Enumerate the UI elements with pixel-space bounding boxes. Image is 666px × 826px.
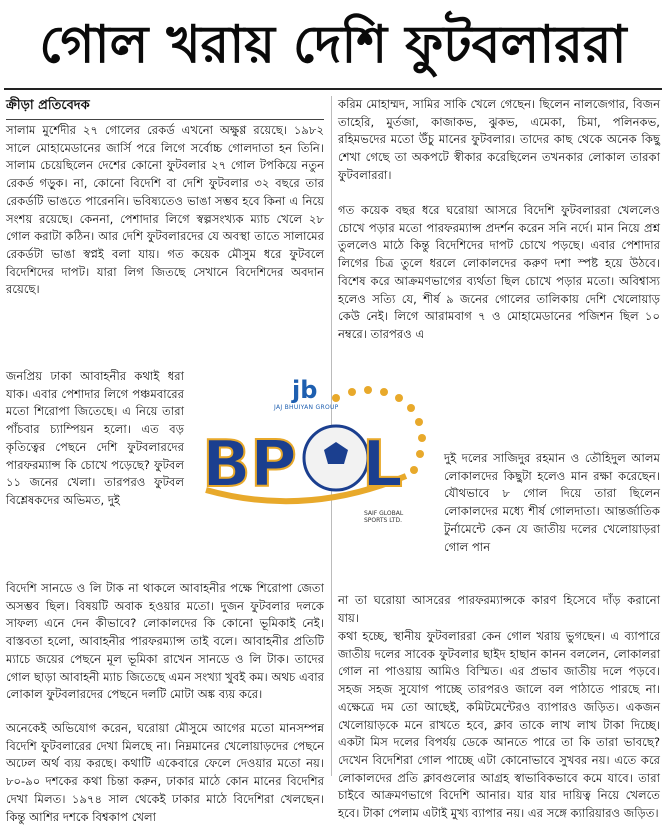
byline-rule [6, 119, 324, 120]
paragraph: কথা হচ্ছে, স্থানীয় ফুটবলাররা কেন গোল খরায় ভুগছেন। এ ব্যাপারে জাতীয় দলের সাবেক ফুটবলার ছাইদ হাছান কানন বললেন, লোকালরা গোল না পাওয়ায় আমিও বিস্মিত। এর প্রভাব জাতীয় দলে পড়বে। সহজ সহজ সুযোগ পাচ্ছে তারপরও জালে বল পাঠাতে পারছে না। এক্ষেত্রে দম তো আছেই, কমিটমেন্টেরও ব্যাপারও জড়িত। একজন খেলোয়াড়কে মনে রাখতে হবে, ক্লাব তাকে লাখ লাখ টাকা দিচ্ছে। একটা মিস দলের বিপর্যয় ডেকে আনতে পারে তা কি তারা ভাবছে? দেখেন বিদেশিরা গোল পাচ্ছে এটা কোনোভাবে সুখবর নয়। এতে করে লোকালদের প্রতি ক্লাবগুলোর আগ্রহ স্বাভাবিকভাবে কমে যাবে। তারা চাইবে আক্রমণভাগে বিদেশি আনার। যার যার দায়িত্ব নিয়ে খেলতে হবে। টাকা পেলাম এটাই মুখ্য ব্যাপার নয়। এর সঙ্গে ক্যারিয়ারও জড়িত। [338, 629, 660, 821]
paragraph: করিম মোহাম্মদ, সামির সাকি খেলে গেছেন। ছিলেন নালজেগার, বিজন তাহেরি, মুর্তজা, কাজাকভ, ঝুকভ, এমেকা, চিমা, পলিনকভ, রহিমভদের মতো উঁচু মানের ফুটবলার। তাদের কাছ থেকে অনেক কিছু শেখা গেছে তা অকপটে স্বীকার করেছিলেন তখনকার লোকাল তারকা ফুটবলাররা। [338, 97, 660, 182]
jb-logo-caption: JAJ BHUIYAN GROUP [274, 404, 339, 411]
paragraph: গত কয়েক বছর ধরে ঘরোয়া আসরে বিদেশি ফুটবলাররা খেললেও চোখে পড়ার মতো পারফরম্যান্স প্রদর্শন করেন সনি নর্দে। মান নিয়ে প্রশ্ন তুললেও মাঠে কিন্তু বিদেশিদের দাপট চোখে পড়ছে। এবার পেশাদার লিগের চিত্র তুলে ধরলে লোকালদের করুণ দশা স্পষ্ট হয়ে উঠবে। বিশেষ করে আক্রমণভাগের ব্যর্থতা ছিল চোখে পড়ার মতো। অবিশ্বাস্য হলেও সত্যি যে, শীর্ষ ৯ জনের গোলের তালিকায় দেশি খেলোয়াড় কেউ নেই। লিগে আরামবাগ ৭ ও মোহামেডানের পজিশন ছিল ১০ নম্বরে। তারপরও এ [338, 203, 660, 341]
svg-text:B: B [202, 428, 251, 502]
logo-caption: SAIF GLOBAL SPORTS LTD. [364, 510, 404, 524]
paragraph-wrap: জনপ্রিয় ঢাকা আবাহনীর কথাই ধরা যাক। এবার পেশাদার লিগে পঞ্চমবারের মতো শিরোপা জিতেছে। এ নিয়ে তারা পাঁচবার চ্যাম্পিয়ন হলো। এত বড় কৃতিত্বের পেছনে দেশি ফুটবলারদের পারফরম্যান্স কি চোখে পড়েছে? ফুটবল ১১ জনের খেলা। তারপরও ফুটবল বিশ্লেষকদের অভিমত, দুই [6, 369, 184, 507]
paragraph: সালাম মুর্শেদীর ২৭ গোলের রেকর্ড এখনো অক্ষুণ্ণ রয়েছে। ১৯৮২ সালে মোহামেডানের জার্সি পরে লিগে সর্বোচ্চ গোলদাতা হন তিনি। সালাম চেয়েছিলেন দেশের কোনো ফুটবলার ২৭ গোল টপকিয়ে নতুন রেকর্ড গড়ুক। না, কোনো বিদেশি বা দেশি ফুটবলার ৩২ বছরে তার রেকর্ডটি ভাঙতে পারেননি। ভবিষ্যতেও ভাঙা সম্ভব হবে কিনা এ নিয়ে সংশয় রয়েছে। কেননা, পেশাদার লিগে স্বল্পসংখ্যক ম্যাচ খেলে ২৮ গোল করাটা কঠিন। আর দেশি ফুটবলারদের যে অবস্থা তাতে সালামের রেকর্ডটা ভাঙা স্বপ্নই বলা যায়। গত কয়েক মৌসুম ধরে ফুটবলে বিদেশিদের দাপট। যারা লিগ জিতছে সেখানে বিদেশিদের অবদান রয়েছে। [6, 123, 324, 297]
paragraph-wrap: দুই দলের সাজিদুর রহমান ও তৌহিদুল আলম লোকালদের কিছুটা হলেও মান রক্ষা করেছেন। যৌথভাবে ৮ গোল দিয়ে তারা ছিলেন লোকালদের মধ্যে শীর্ষ গোলদাতা। আন্তর্জাতিক টুর্নামেন্টে কেন যে জাতীয় দলের খেলোয়াড়রা গোল পান [444, 451, 660, 554]
svg-text:L: L [362, 428, 403, 502]
paragraph: বিদেশি সানডে ও লি টাক না থাকলে আবাহনীর পক্ষে শিরোপা জেতা অসম্ভব ছিল। বিষয়টি অবাক হওয়ার মতো। দুজন ফুটবলার দলকে সাফল্য এনে দেন কীভাবে? লোকালদের কি কোনো ভূমিকাই নেই। বাস্তবতা হলো, আবাহনীর পারফরম্যান্স তাই বলে। আবাহনীর প্রতিটি ম্যাচে জয়ের পেছনে মূল ভূমিকা রাখেন সানডে ও লি টাক। তাদের গোল ছাড়া আবাহনী ম্যাচ জিতেছে এমন সংখ্যা খুবই কম। অথচ এবার লোকাল ফুটবলারদের পেছনে দলটি মোটা অঙ্ক ব্যয় করে। [6, 581, 324, 702]
bpl-logo [196, 378, 426, 528]
headline: গোল খরায় দেশি ফুটবলাররা [39, 15, 627, 75]
byline: ক্রীড়া প্রতিবেদক [6, 98, 90, 113]
paragraph: অনেকেই অভিযোগ করেন, ঘরোয়া মৌসুমে আগের মতো মানসম্পন্ন বিদেশি ফুটবলারের দেখা মিলছে না। নিম্নমানের খেলোয়াড়দের পেছনে অঢেল অর্থ ব্যয় করছে। কথাটি একেবারে ফেলে দেওয়ার মতো নয়। ৮০-৯০ দশকের কথা চিন্তা করুন, ঢাকার মাঠে কোন মানের বিদেশির দেখা মিলত। ১৯৭৪ সাল থেকেই ঢাকার মাঠে বিদেশিরা খেলছেন। কিন্তু আশির দশকে বিশ্বকাপ খেলা [6, 721, 324, 824]
svg-text:P: P [250, 428, 297, 502]
jb-logo-text: jb [292, 376, 318, 404]
headline-rule [4, 88, 662, 90]
paragraph: না তা ঘরোয়া আসরের পারফরম্যান্সকে কারণ হিসেবে দাঁড় করানো যায়। [338, 593, 660, 625]
